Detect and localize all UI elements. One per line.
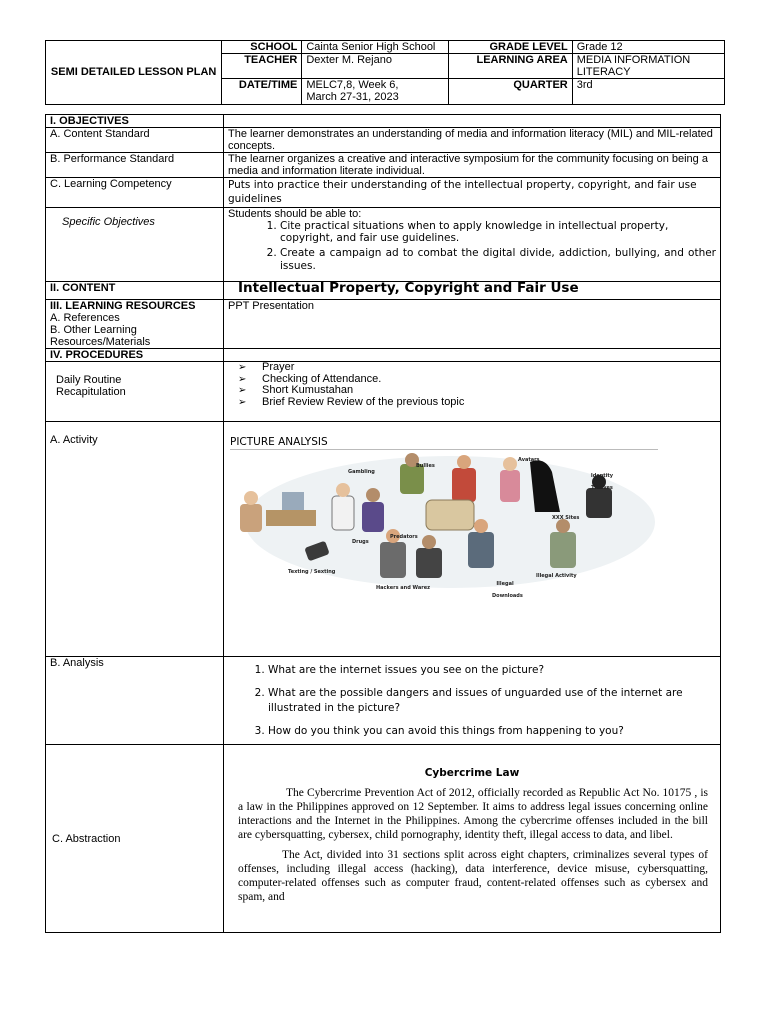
resources-label: III. LEARNING RESOURCES — [50, 300, 196, 312]
specific-intro: Students should be able to: — [228, 208, 362, 220]
picture-label-predators: Predators — [390, 534, 418, 540]
grade-label: GRADE LEVEL — [448, 41, 572, 54]
procedures-blank — [224, 349, 721, 362]
abstraction-cell — [224, 745, 721, 933]
content-label: II. CONTENT — [46, 282, 224, 300]
activity-label: A. Activity — [46, 422, 224, 657]
school-value: Cainta Senior High School — [302, 41, 448, 54]
specific-objective-item: 1. Cite practical situations when to apply knowledge in intellectual property, copyright, and fair use guidelines. — [280, 220, 716, 244]
doc-title: SEMI DETAILED LESSON PLAN — [46, 41, 222, 105]
picture-label-hackers: Hackers and Warez — [376, 585, 431, 591]
routine-label-cell — [46, 362, 224, 422]
objectives-heading-blank — [224, 115, 721, 128]
analysis-cell — [224, 657, 721, 745]
routine-label-2: Recapitulation — [56, 386, 126, 398]
performance-standard-label: B. Performance Standard — [46, 153, 224, 178]
picture-label-avatars: Avatars — [518, 457, 540, 463]
picture-label-gambling: Gambling — [348, 469, 375, 475]
arrow-bullet-icon: ➢ — [238, 396, 247, 408]
resources-sub-a: A. References — [50, 312, 120, 324]
school-label: SCHOOL — [222, 41, 302, 54]
datetime-line2: March 27-31, 2023 — [306, 91, 399, 103]
arrow-bullet-icon: ➢ — [238, 373, 247, 385]
abstraction-title: Cybercrime Law — [424, 767, 520, 779]
abstraction-paragraph-2: The Act, divided into 31 sections split across eight chapters, criminalizes several types of offenses, including illegal access (hacking), data interference, device misuse, cybersquatting, computer-related offenses such as computer fraud, content-related offenses such as cybersex and spam, and — [238, 849, 708, 903]
teacher-label: TEACHER — [222, 54, 302, 79]
specific-objectives-label: Specific Objectives — [46, 208, 224, 282]
routine-item: ➢ Checking of Attendance. — [238, 372, 382, 385]
competency-label: C. Learning Competency — [46, 178, 224, 208]
content-standard-text: The learner demonstrates an understanding of media and information literacy (MIL) and MIL-related concepts. — [224, 128, 721, 153]
analysis-question: 2. What are the possible dangers and issues of unguarded use of the internet are illustrated in the picture? — [268, 686, 716, 716]
routine-item: ➢ Short Kumustahan — [238, 384, 354, 396]
area-value: MEDIA INFORMATION LITERACY — [572, 54, 724, 79]
picture-label-illegal-activity: Illegal Activity — [536, 573, 577, 579]
analysis-questions — [228, 663, 716, 739]
routine-list — [228, 362, 716, 408]
picture-analysis-image — [230, 452, 658, 597]
procedures-label: IV. PROCEDURES — [46, 349, 224, 362]
resources-sub-b: B. Other Learning Resources/Materials — [50, 324, 151, 348]
performance-standard-text: The learner organizes a creative and interactive symposium for the community focusing on being a media and information literate individual. — [224, 153, 721, 178]
datetime-line1: MELC7,8, Week 6, — [306, 79, 399, 91]
quarter-label: QUARTER — [448, 79, 572, 105]
picture-label-xxx-sites: XXX Sites — [552, 515, 580, 521]
picture-label-drugs: Drugs — [352, 539, 369, 545]
objectives-heading: I. OBJECTIVES — [46, 115, 224, 128]
resources-text: PPT Presentation — [224, 300, 721, 349]
competency-text: Puts into practice their understanding of the intellectual property, copyright, and fair use guidelines — [224, 178, 721, 208]
content-text: Intellectual Property, Copyright and Fair Use — [224, 282, 721, 300]
analysis-question: 1. What are the internet issues you see on the picture? — [268, 663, 716, 678]
routine-label-1: Daily Routine — [56, 374, 122, 386]
datetime-value — [302, 79, 448, 105]
arrow-bullet-icon: ➢ — [238, 385, 247, 396]
picture-analysis-title: PICTURE ANALYSIS — [230, 436, 658, 450]
picture-label-bullies: Bullies — [416, 463, 435, 469]
routine-item: ➢ Prayer — [238, 361, 295, 373]
specific-objectives-cell — [224, 208, 721, 282]
resources-label-cell — [46, 300, 224, 349]
datetime-label: DATE/TIME — [222, 79, 302, 105]
abstraction-label: C. Abstraction — [46, 745, 224, 933]
analysis-question: 3. How do you think you can avoid this things from happening to you? — [268, 724, 716, 739]
specific-objective-item: 2. Create a campaign ad to combat the digital divide, addiction, bullying, and other issues. — [280, 247, 716, 273]
picture-label-identity-thieves: Identity Thieves — [590, 473, 614, 491]
lesson-plan-body — [45, 114, 721, 933]
analysis-label: B. Analysis — [46, 657, 224, 745]
quarter-value: 3rd — [572, 79, 724, 105]
teacher-value: Dexter M. Rejano — [302, 54, 448, 79]
picture-label-texting: Texting / Sexting — [288, 569, 336, 575]
grade-value: Grade 12 — [572, 41, 724, 54]
picture-label-illegal-downloads: Illegal Downloads — [492, 581, 523, 599]
arrow-bullet-icon: ➢ — [238, 362, 247, 373]
abstraction-paragraph-1: The Cybercrime Prevention Act of 2012, officially recorded as Republic Act No. 10175 , is a law in the Philippines approved on 12 September. It aims to address legal issues concerning online interactions and the Internet in the Philippines. Among the cybercrime offenses included in the bill are cybersquatting, cybersex, child pornography, identity theft, illegal access to data, and libel. — [238, 787, 708, 841]
routine-cell — [224, 362, 721, 422]
specific-objectives-list — [228, 220, 716, 273]
content-standard-label: A. Content Standard — [46, 128, 224, 153]
area-label: LEARNING AREA — [448, 54, 572, 79]
routine-item: ➢ Brief Review Review of the previous topic — [238, 395, 465, 408]
activity-cell — [224, 422, 721, 657]
lesson-plan-header — [45, 40, 725, 105]
